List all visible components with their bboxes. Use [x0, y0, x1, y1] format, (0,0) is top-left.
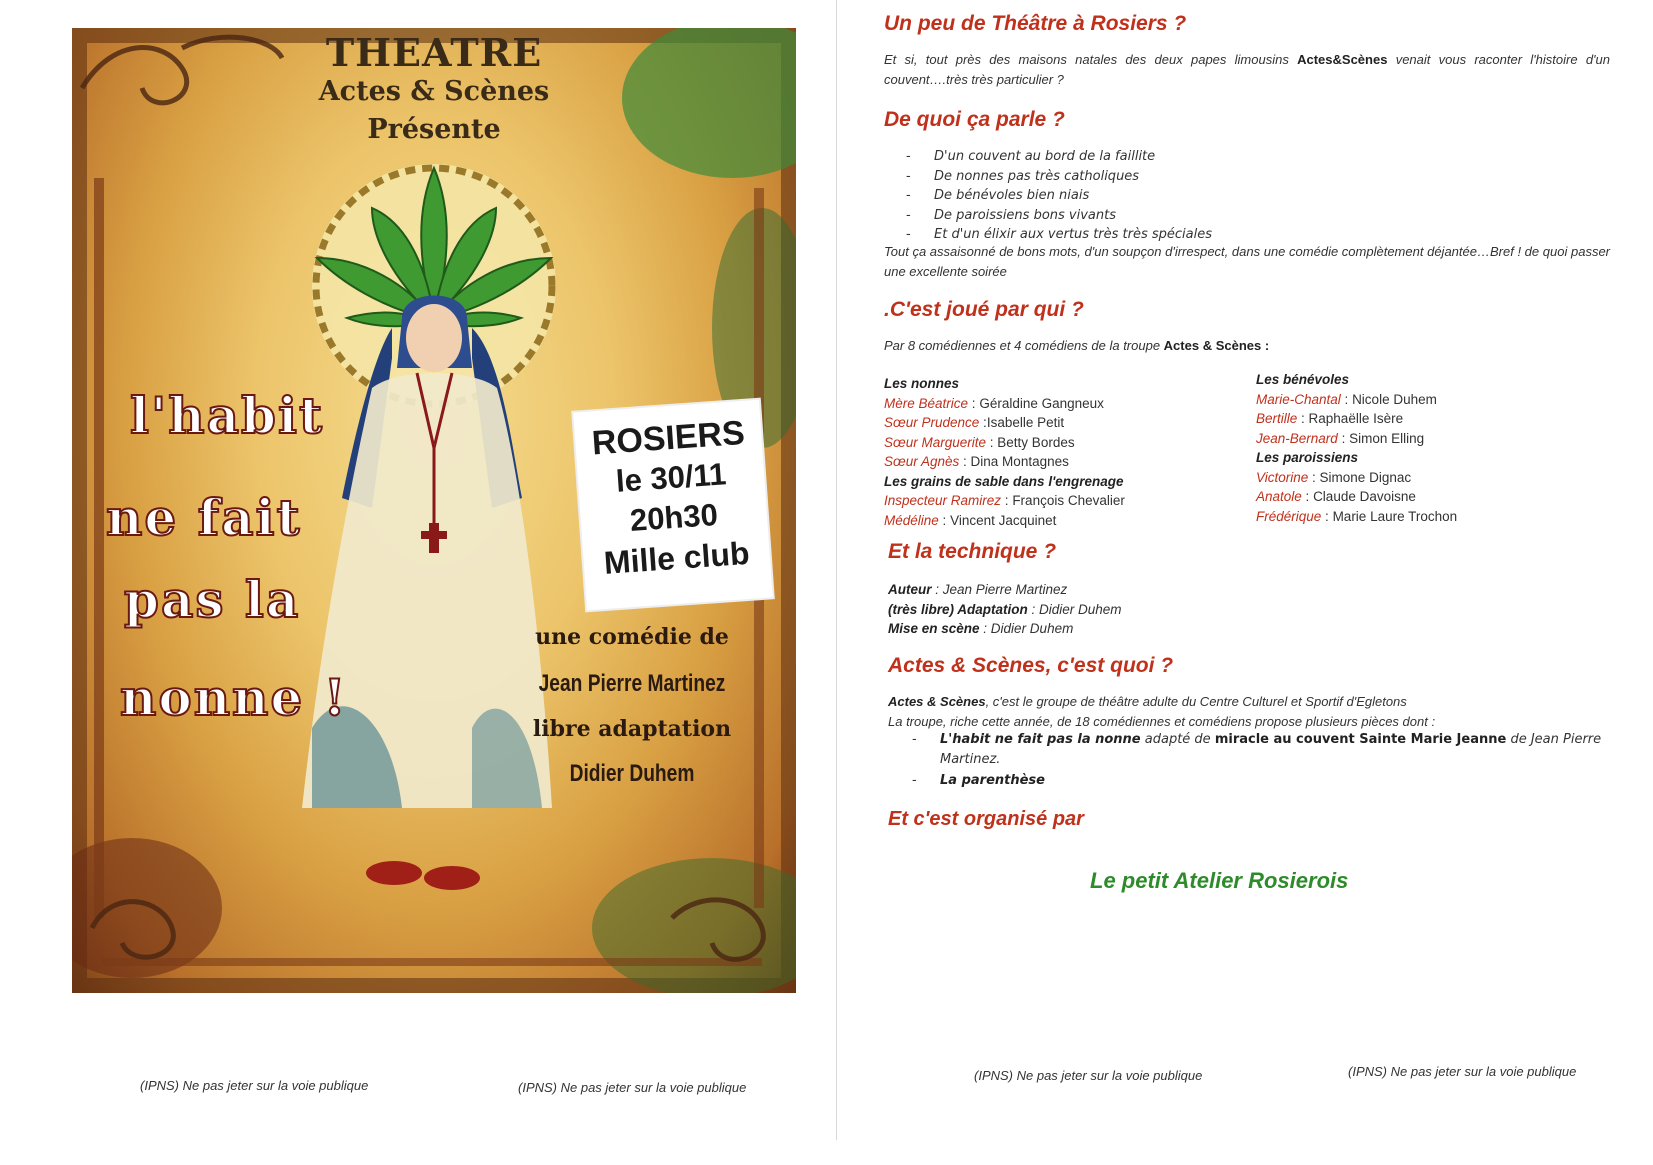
- cast-row: Inspecteur Ramirez : François Chevalier: [884, 493, 1125, 508]
- plays-list: [912, 730, 1618, 792]
- poster-title-line-1: l'habit: [130, 386, 325, 445]
- cast-row: Mère Béatrice : Géraldine Gangneux: [884, 395, 1104, 411]
- event-city: ROSIERS: [590, 413, 746, 463]
- heading-de-quoi: De quoi ça parle ?: [884, 108, 1065, 131]
- list-item: - De bénévoles bien niais: [906, 188, 1090, 203]
- cast-row: Sœur Prudence :Isabelle Petit: [884, 415, 1065, 430]
- organizer-name: Le petit Atelier Rosierois: [1090, 868, 1349, 893]
- cast-row: Jean-Bernard : Simon Elling: [1256, 430, 1425, 446]
- footer-ipns: (IPNS) Ne pas jeter sur la voie publique: [140, 1078, 369, 1093]
- event-info-card: [573, 400, 772, 610]
- poster-title-line-4: nonne !: [120, 668, 348, 727]
- list-item: - D'un couvent au bord de la faillite: [906, 149, 1156, 164]
- poster-troupe-name: Actes & Scènes: [318, 76, 550, 107]
- technique-row: Auteur : Jean Pierre Martinez: [888, 582, 1068, 597]
- list-item: - Et d'un élixir aux vertus très très spéciales: [906, 227, 1213, 242]
- technique-row: (très libre) Adaptation : Didier Duhem: [888, 601, 1122, 617]
- cast-group: Les grains de sable dans l'engrenage: [884, 473, 1124, 489]
- cast-row: Anatole : Claude Davoisne: [1256, 489, 1416, 504]
- list-item: - De paroissiens bons vivants: [906, 207, 1116, 223]
- event-date: le 30/11: [614, 456, 728, 499]
- poster: [72, 28, 796, 993]
- cast-column-right: [1256, 370, 1457, 526]
- heading-organise-par: Et c'est organisé par: [888, 808, 1084, 830]
- cast-intro: Par 8 comédiennes et 4 comédiens de la troupe Actes & Scènes :: [884, 338, 1270, 353]
- poster-title-line-3: pas la: [124, 570, 301, 629]
- cast-row: Sœur Marguerite : Betty Bordes: [884, 434, 1075, 450]
- technique-row: Mise en scène : Didier Duhem: [888, 621, 1074, 636]
- heading-joue-par-qui: .C'est joué par qui ?: [884, 298, 1084, 321]
- cast-row: Marie-Chantal : Nicole Duhem: [1256, 391, 1437, 407]
- poster-theatre-heading: THEATRE: [325, 30, 543, 75]
- page-fold: [836, 0, 837, 1140]
- event-time: 20h30: [628, 496, 719, 538]
- cast-group: Les paroissiens: [1256, 450, 1359, 465]
- poster-presente: Présente: [367, 114, 501, 145]
- list-item: - De nonnes pas très catholiques: [906, 168, 1140, 184]
- nun-figure: [302, 296, 552, 891]
- poster-credit-comedie: une comédie de: [535, 624, 729, 650]
- cast-group: Les nonnes: [884, 376, 960, 391]
- plot-conclusion: Tout ça assaisonné de bons mots, d'un soupçon d'irrespect, dans une comédie complètement déjantée…Bref ! de quoi passer une excellente soirée: [884, 244, 1610, 279]
- cast-row: Médéline : Vincent Jacquinet: [884, 512, 1057, 528]
- cast-group: Les bénévoles: [1256, 372, 1350, 387]
- plot-list: [906, 147, 1212, 245]
- cast-column-left: [884, 374, 1125, 530]
- footer-ipns: (IPNS) Ne pas jeter sur la voie publique: [974, 1068, 1203, 1083]
- footer-ipns: (IPNS) Ne pas jeter sur la voie publique: [518, 1080, 747, 1095]
- heading-theatre-rosiers: Un peu de Théâtre à Rosiers ?: [884, 12, 1187, 35]
- troupe-description: Actes & Scènes, c'est le groupe de théâtre adulte du Centre Culturel et Sportif d'Egletons La troupe, riche cette année, de 18 comédiennes et comédiens propose plusieurs pièces dont :: [888, 694, 1436, 729]
- list-item: - L'habit ne fait pas la nonne adapté de miracle au couvent Sainte Marie Jeanne de Jean Pierre Martinez.: [912, 732, 1602, 767]
- poster-title-line-2: ne fait: [106, 488, 302, 547]
- cast-row: Bertille : Raphaëlle Isère: [1256, 411, 1404, 426]
- heading-actes-scenes: Actes & Scènes, c'est quoi ?: [888, 654, 1174, 677]
- list-item: - La parenthèse: [912, 773, 1045, 788]
- cast-row: Frédérique : Marie Laure Trochon: [1256, 508, 1458, 524]
- technique-list: [888, 580, 1122, 639]
- cast-row: Sœur Agnès : Dina Montagnes: [884, 454, 1069, 469]
- event-venue: Mille club: [602, 534, 751, 581]
- heading-technique: Et la technique ?: [888, 540, 1057, 563]
- footer-ipns: (IPNS) Ne pas jeter sur la voie publique: [1348, 1064, 1577, 1079]
- poster-credit-adaptation: libre adaptation: [532, 716, 732, 742]
- intro-paragraph: Et si, tout près des maisons natales des deux papes limousins Actes&Scènes venait vous raconter l'histoire d'un couvent….très très particulier ?: [884, 52, 1610, 87]
- poster-credit-adapter: Didier Duhem: [569, 760, 695, 787]
- poster-credit-author: Jean Pierre Martinez: [538, 670, 726, 697]
- cast-row: Victorine : Simone Dignac: [1256, 469, 1412, 485]
